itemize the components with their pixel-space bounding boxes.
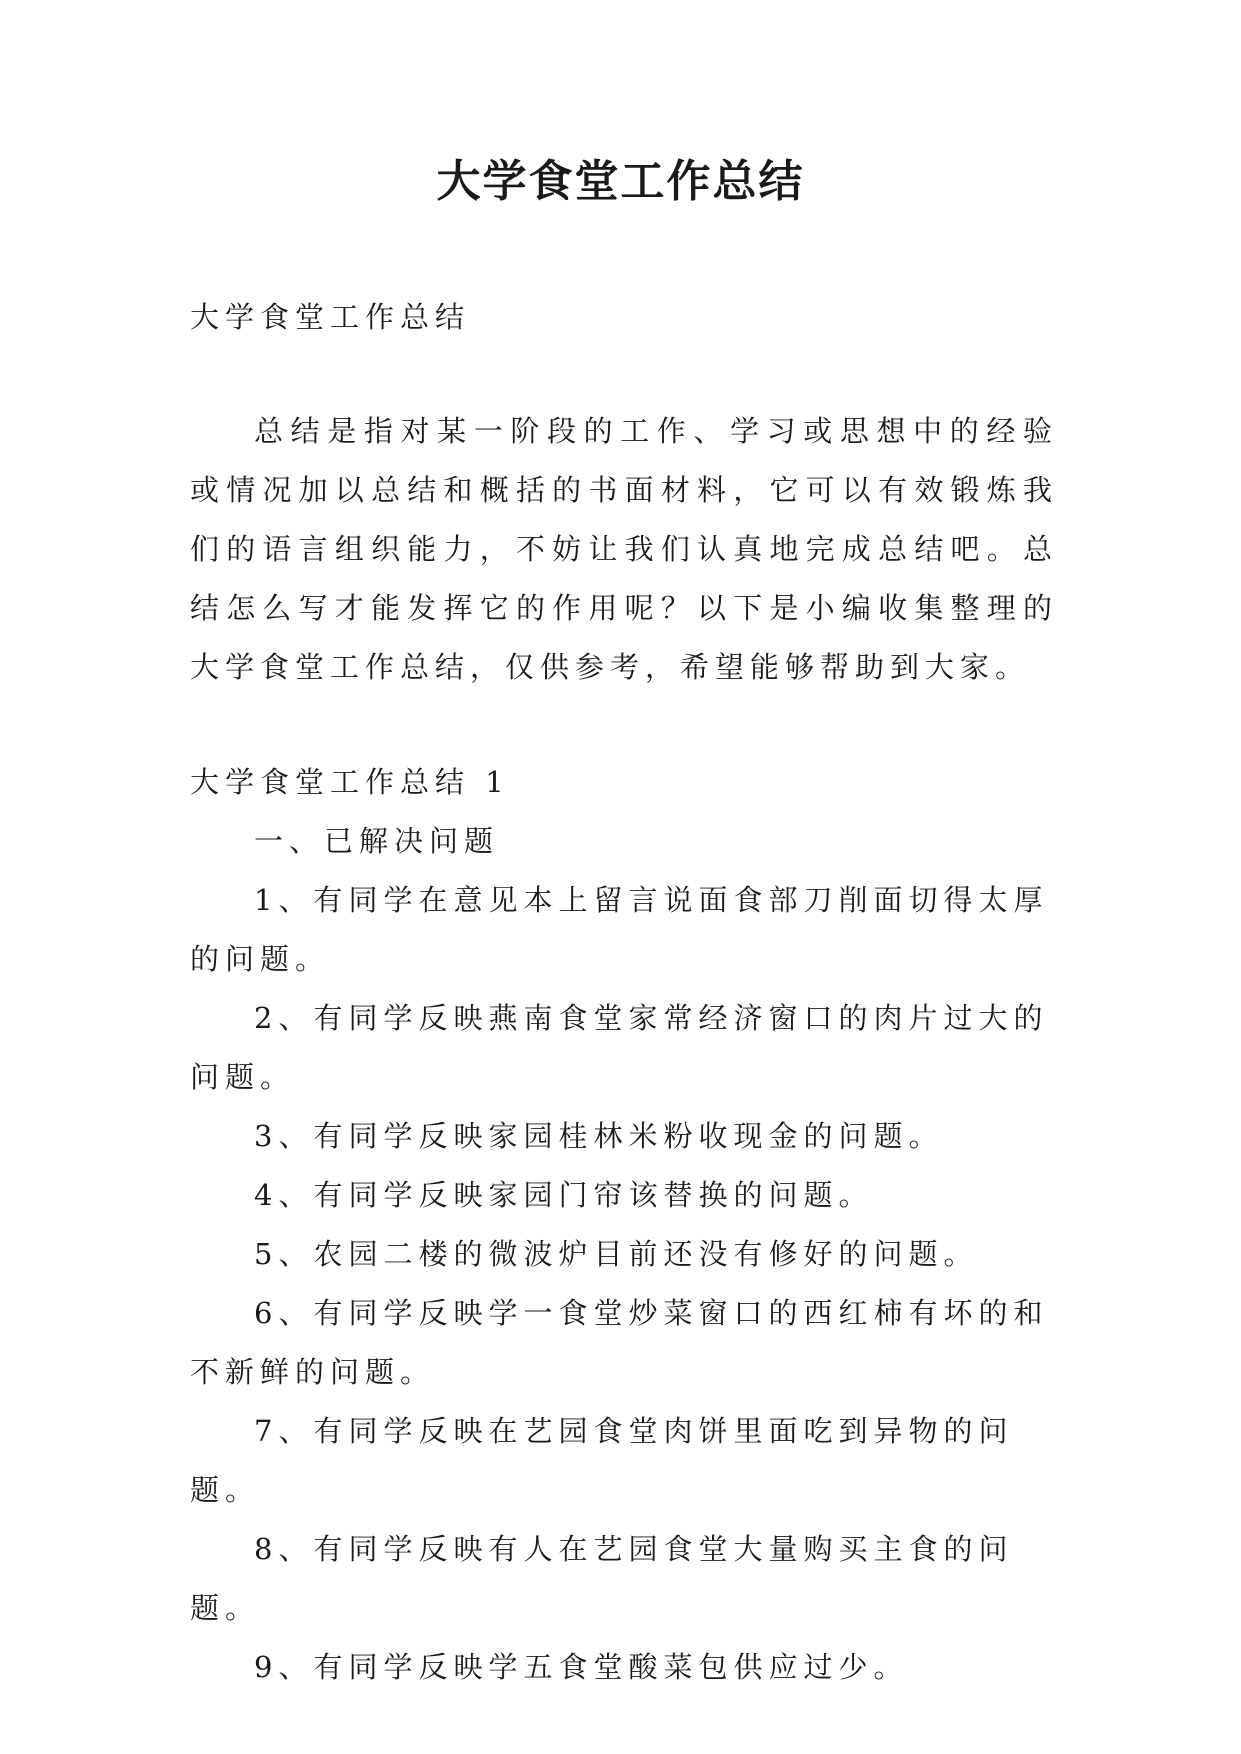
list-item: 6、有同学反映学一食堂炒菜窗口的西红柿有坏的和不新鲜的问题。 [190, 1296, 1049, 1389]
section-heading: 一、已解决问题 [254, 824, 500, 858]
intro-paragraph: 总结是指对某一阶段的工作、学习或思想中的经验或情况加以总结和概括的书面材料，它可以有效锻炼我们的语言组织能力，不妨让我们认真地完成总结吧。总结怎么写才能发挥它的作用呢？以下是小编收集整理的大学食堂工作总结，仅供参考，希望能够帮助到大家。 [190, 414, 1058, 684]
document-body [190, 288, 1058, 1697]
list-item: 2、有同学反映燕南食堂家常经济窗口的肉片过大的问题。 [190, 1001, 1049, 1094]
section-title: 大学食堂工作总结 1 [190, 765, 510, 799]
document-subtitle: 大学食堂工作总结 [190, 300, 471, 334]
list-item: 8、有同学反映有人在艺园食堂大量购买主食的问题。 [190, 1532, 1014, 1625]
list-item: 7、有同学反映在艺园食堂肉饼里面吃到异物的问题。 [190, 1414, 1014, 1507]
list-item: 3、有同学反映家园桂林米粉收现金的问题。 [254, 1119, 944, 1153]
list-item: 9、有同学反映学五食堂酸菜包供应过少。 [254, 1650, 909, 1684]
list-item: 1、有同学在意见本上留言说面食部刀削面切得太厚的问题。 [190, 883, 1049, 976]
document-title: 大学食堂工作总结 [436, 156, 805, 207]
list-item: 5、农园二楼的微波炉目前还没有修好的问题。 [254, 1237, 979, 1271]
list-item: 4、有同学反映家园门帘该替换的问题。 [254, 1178, 874, 1212]
